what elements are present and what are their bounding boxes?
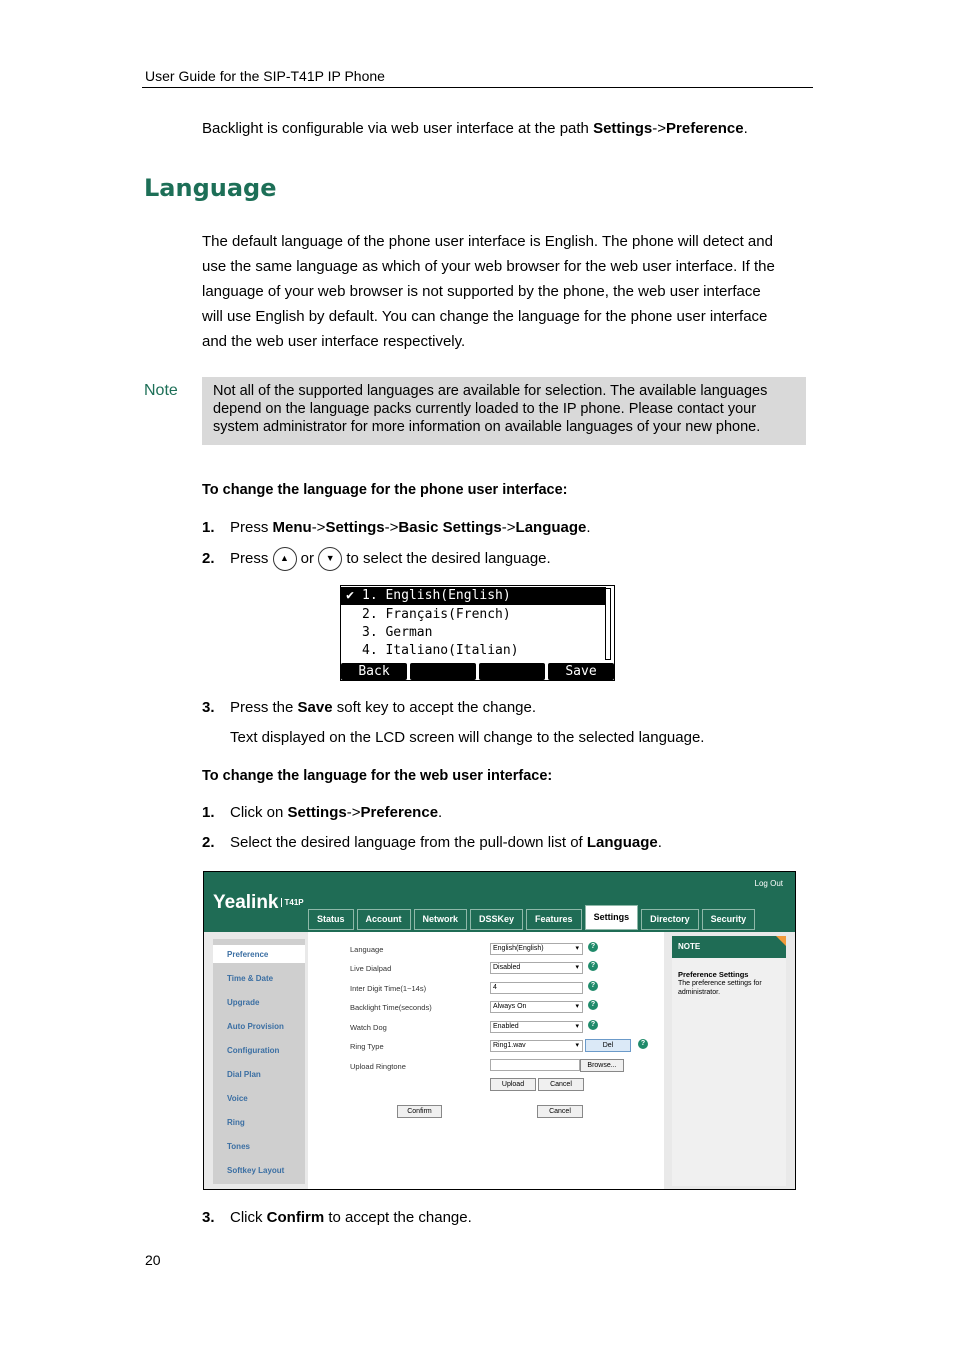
tab-features[interactable]: Features: [526, 909, 582, 930]
step-number: 2.: [202, 549, 215, 567]
tab-account[interactable]: Account: [357, 909, 411, 930]
paragraph-line: language of your web browser is not supported by the phone, the web user interface: [202, 283, 761, 300]
step-text: to select the desired language.: [342, 549, 551, 567]
live-dialpad-select[interactable]: Disabled ▾: [490, 962, 583, 974]
save-term: Save: [297, 699, 333, 716]
phone-step-1: [202, 519, 591, 536]
lcd-scrollbar: [605, 588, 611, 660]
sidebar-item-configuration[interactable]: Configuration: [227, 1046, 280, 1055]
step-text: Press: [230, 549, 273, 567]
field-label-watch-dog: Watch Dog: [350, 1023, 387, 1032]
arrow-text: ->: [311, 519, 326, 536]
language-paragraph: [202, 229, 775, 354]
arrow-text: ->: [346, 804, 361, 821]
header-rule: [142, 87, 813, 88]
yealink-logo: [213, 892, 304, 914]
field-label-live-dialpad: Live Dialpad: [350, 964, 392, 973]
inter-digit-time-input[interactable]: 4: [490, 982, 583, 994]
upload-button[interactable]: Upload: [490, 1078, 536, 1091]
lcd-softkeys: [341, 663, 614, 680]
note-line: Not all of the supported languages are available for selection. The available languages: [213, 383, 768, 399]
tab-directory[interactable]: Directory: [641, 909, 699, 930]
step-number: 1.: [202, 804, 215, 821]
field-label-backlight-time: Backlight Time(seconds): [350, 1003, 432, 1012]
lcd-screen: [340, 585, 615, 681]
down-key-icon: ▼: [318, 547, 342, 571]
web-body: [204, 932, 795, 1189]
delete-button[interactable]: Del: [585, 1039, 631, 1052]
logout-link[interactable]: Log Out: [754, 879, 783, 888]
field-label-ring-type: Ring Type: [350, 1042, 384, 1051]
softkey-empty: [410, 663, 476, 680]
sidebar-item-tones[interactable]: Tones: [227, 1142, 250, 1151]
tab-status[interactable]: Status: [308, 909, 354, 930]
paragraph-line: will use English by default. You can change the language for the phone user interface: [202, 308, 768, 325]
note-label: Note: [144, 382, 178, 399]
help-icon[interactable]: ?: [588, 1000, 598, 1010]
step-text: soft key to accept the change.: [332, 699, 537, 716]
sidebar-item-time-date[interactable]: Time & Date: [227, 974, 274, 983]
tab-settings[interactable]: Settings: [585, 905, 639, 930]
help-icon[interactable]: ?: [588, 942, 598, 952]
note-panel-description: The preference settings for administrator.: [678, 980, 762, 996]
lcd-item: 2. Français(French): [362, 607, 511, 622]
help-icon[interactable]: ?: [588, 1020, 598, 1030]
intro-preference: Preference: [666, 120, 744, 137]
upload-ringtone-input[interactable]: [490, 1059, 580, 1071]
lcd-item-selected: [341, 587, 606, 605]
web-tabs: [308, 909, 755, 930]
tab-security[interactable]: Security: [702, 909, 756, 930]
phone-step-3: [202, 699, 536, 716]
lcd-item-label: 1. English(English): [362, 588, 511, 603]
web-sidebar: [213, 939, 305, 1184]
step-text: Click: [230, 1209, 267, 1226]
model-label: T41P: [281, 898, 304, 907]
paragraph-line: The default language of the phone user interface is English. The phone will detect and: [202, 233, 773, 250]
browse-button[interactable]: Browse...: [580, 1059, 624, 1072]
step-end: .: [657, 834, 662, 851]
softkey-empty: [479, 663, 545, 680]
step-number: 3.: [202, 699, 215, 716]
cancel-button[interactable]: Cancel: [537, 1105, 583, 1118]
note-panel-header: NOTE: [672, 936, 786, 958]
menu-term: Menu: [272, 519, 312, 536]
intro-end: .: [743, 120, 748, 137]
settings-term: Settings: [325, 519, 385, 536]
step-end: .: [438, 804, 443, 821]
help-icon[interactable]: ?: [638, 1039, 648, 1049]
note-panel-title: Preference Settings: [678, 970, 749, 979]
help-icon[interactable]: ?: [588, 961, 598, 971]
lcd-item: 3. German: [362, 625, 433, 640]
up-key-icon: ▲: [273, 547, 297, 571]
basic-settings-term: Basic Settings: [398, 519, 502, 536]
sidebar-item-ring[interactable]: Ring: [227, 1118, 245, 1127]
ring-type-select[interactable]: Ring1.wav ▾: [490, 1040, 583, 1052]
web-step-2: [202, 834, 662, 851]
confirm-button[interactable]: Confirm: [397, 1105, 442, 1118]
step-text: or: [296, 549, 319, 567]
step-text: Select the desired language from the pull-down list of: [230, 834, 587, 851]
paragraph-line: use the same language as which of your web browser for the web user interface. If the: [202, 258, 775, 275]
step-end: .: [586, 519, 591, 536]
step-text: to accept the change.: [324, 1209, 472, 1226]
logo-text: Yealink: [213, 892, 279, 913]
check-icon: ✔: [346, 588, 354, 603]
sidebar-item-dial-plan[interactable]: Dial Plan: [227, 1070, 261, 1079]
phone-step-3-note: Text displayed on the LCD screen will change to the selected language.: [230, 729, 705, 746]
step-number: 1.: [202, 519, 215, 536]
note-line: system administrator for more information on available languages of your new phone.: [213, 419, 761, 435]
step-number: 2.: [202, 834, 215, 851]
step-text: Press the: [230, 699, 298, 716]
sidebar-item-auto-provision[interactable]: Auto Provision: [227, 1022, 284, 1031]
preference-term: Preference: [360, 804, 439, 821]
confirm-term: Confirm: [266, 1209, 325, 1226]
sidebar-item-softkey-layout[interactable]: Softkey Layout: [227, 1166, 285, 1175]
step-text: Click on: [230, 804, 288, 821]
step-number: 3.: [202, 1209, 215, 1226]
settings-form: [308, 932, 664, 1189]
field-label-language: Language: [350, 945, 384, 954]
intro-paragraph: [202, 116, 748, 141]
field-label-inter-digit-time: Inter Digit Time(1~14s): [350, 984, 427, 993]
note-corner-icon: [776, 936, 786, 946]
language-select[interactable]: English(English) ▾: [490, 943, 583, 955]
sidebar-item-voice[interactable]: Voice: [227, 1094, 248, 1103]
header-title: User Guide for the SIP-T41P IP Phone: [145, 68, 385, 84]
section-title: Language: [144, 174, 277, 202]
intro-arrow: ->: [652, 120, 667, 137]
web-step-3: [202, 1209, 472, 1226]
lcd-item: 4. Italiano(Italian): [362, 643, 519, 658]
softkey-save: Save: [548, 663, 614, 680]
backlight-time-select[interactable]: Always On ▾: [490, 1001, 583, 1013]
watch-dog-select[interactable]: Enabled ▾: [490, 1021, 583, 1033]
field-label-upload-ringtone: Upload Ringtone: [350, 1062, 406, 1071]
softkey-back: Back: [341, 663, 407, 680]
language-term: Language: [586, 834, 658, 851]
tab-dsskey[interactable]: DSSKey: [470, 909, 523, 930]
tab-network[interactable]: Network: [414, 909, 468, 930]
settings-term: Settings: [287, 804, 347, 821]
intro-text: Backlight is configurable via web user interface at the path: [202, 120, 594, 137]
paragraph-line: and the web user interface respectively.: [202, 333, 466, 350]
sidebar-item-preference[interactable]: Preference: [227, 950, 269, 959]
arrow-text: ->: [501, 519, 516, 536]
web-header: [204, 872, 795, 932]
sidebar-item-upgrade[interactable]: Upgrade: [227, 998, 260, 1007]
phone-step-2: [202, 547, 551, 571]
language-term: Language: [515, 519, 587, 536]
step-text: Press: [230, 519, 273, 536]
phone-procedure-title: To change the language for the phone user interface:: [202, 482, 568, 498]
web-procedure-title: To change the language for the web user interface:: [202, 768, 553, 784]
page-number: 20: [145, 1252, 161, 1268]
web-ui-screenshot: [203, 871, 796, 1190]
intro-settings: Settings: [593, 120, 653, 137]
note-line: depend on the language packs currently loaded to the IP phone. Please contact your: [213, 401, 757, 417]
web-step-1: [202, 804, 442, 821]
arrow-text: ->: [384, 519, 399, 536]
note-text: [213, 382, 798, 436]
cancel-upload-button[interactable]: Cancel: [538, 1078, 584, 1091]
help-icon[interactable]: ?: [588, 981, 598, 991]
note-panel: [672, 936, 786, 1186]
